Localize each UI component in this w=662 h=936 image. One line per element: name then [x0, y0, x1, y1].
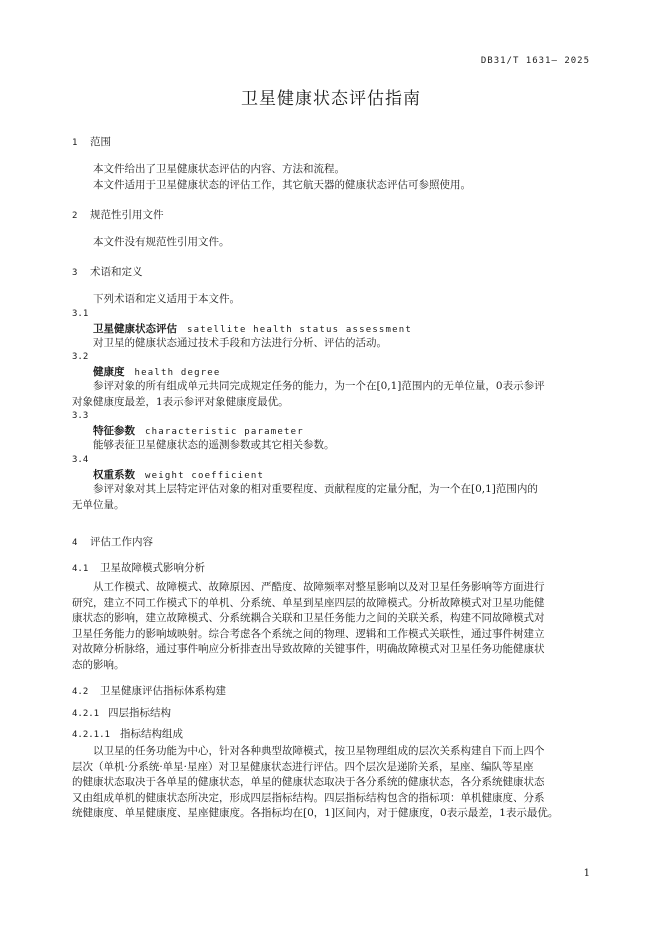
section-title: 卫星健康评估指标体系构建: [100, 685, 226, 697]
term-number: 3.3: [72, 411, 89, 422]
section-number: 4.2.1.1: [72, 730, 110, 740]
paragraph-line: 对故障分析脉络，通过事件响应分析排查出导致故障的关键事件，明确故障模式对卫星任务功能健康状: [72, 643, 545, 656]
term-definition: 无单位量。: [72, 498, 125, 511]
term-definition: 对象健康度最差，1表示参评对象健康度最优。: [72, 395, 289, 408]
document-code: DB31/T 1631— 2025: [480, 56, 590, 66]
term-definition: 能够表征卫星健康状态的遥测参数或其它相关参数。: [93, 439, 335, 452]
section-2-heading: [72, 207, 592, 222]
term-chinese: 特征参数: [93, 425, 135, 438]
paragraph: 下列术语和定义适用于本文件。: [93, 293, 240, 305]
section-4-1-heading: [72, 560, 592, 575]
term-entry: [72, 321, 592, 336]
term-english: satellite health status assessment: [187, 324, 413, 335]
term-number: 3.1: [72, 308, 89, 319]
page-title: 卫星健康状态评估指南: [241, 89, 421, 109]
term-english: health degree: [134, 368, 221, 379]
section-number: 4.1: [72, 564, 89, 574]
paragraph: 本文件没有规范性引用文件。: [93, 236, 230, 248]
section-3-heading: [72, 264, 592, 279]
term-entry: [72, 467, 592, 482]
section-4-2-1-heading: [72, 705, 592, 720]
term-chinese: 卫星健康状态评估: [93, 322, 177, 335]
section-title: 评估工作内容: [90, 536, 153, 548]
section-1-body: [72, 162, 592, 193]
paragraph: 本文件给出了卫星健康状态评估的内容、方法和流程。: [93, 163, 345, 175]
section-number: 1: [72, 138, 78, 148]
term-definition: 参评对象对其上层特定评估对象的相对重要程度、贡献程度的定量分配，为一个在[0,1]范围内的: [93, 482, 538, 495]
section-title: 指标结构组成: [120, 728, 183, 740]
term-chinese: 权重系数: [93, 468, 135, 481]
term-entry: [72, 423, 592, 438]
section-title: 四层指标结构: [108, 707, 171, 719]
section-1-heading: [72, 134, 592, 149]
section-4-heading: [72, 534, 592, 549]
term-english: characteristic parameter: [145, 427, 304, 438]
paragraph-line: 从工作模式、故障模式、故障原因、严酷度、故障频率对整星影响以及对卫星任务影响等方面进行: [93, 581, 545, 593]
term-english: weight coefficient: [145, 470, 265, 481]
section-title: 术语和定义: [90, 266, 143, 278]
section-number: 4.2: [72, 687, 89, 697]
term-definition: 对卫星的健康状态通过技术手段和方法进行分析、评估的活动。: [93, 336, 387, 349]
paragraph-line: 以卫星的任务功能为中心，针对各种典型故障模式，按卫星物理组成的层次关系构建自下而上四个: [93, 745, 545, 757]
paragraph: 本文件适用于卫星健康状态的评估工作，其它航天器的健康状态评估可参照使用。: [93, 178, 471, 191]
term-entry: [72, 364, 592, 379]
paragraph-line: 康状态的影响，建立故障模式、分系统耦合关联和卫星任务能力之间的关联关系，构建不同故障模式对: [72, 612, 545, 625]
section-title: 规范性引用文件: [90, 209, 164, 221]
term-number: 3.2: [72, 352, 89, 363]
section-4-2-1-1-body: [72, 744, 592, 822]
section-number: 4: [72, 538, 78, 548]
section-number: 3: [72, 268, 78, 278]
term-chinese: 健康度: [93, 366, 125, 379]
section-3-body: [72, 292, 592, 513]
section-title: 卫星故障模式影响分析: [100, 562, 205, 574]
term-definition: 参评对象的所有组成单元共同完成规定任务的能力，为一个在[0,1]范围内的无单位量，0表示参评: [93, 380, 545, 393]
paragraph-line: 又由组成单机的健康状态所决定，形成四层指标结构。四层指标结构包含的指标项：单机健康度、分系: [72, 791, 545, 804]
section-title: 范围: [90, 136, 111, 148]
section-number: 4.2.1: [72, 709, 100, 719]
paragraph-line: 态的影响。: [72, 658, 125, 671]
section-4-2-1-1-heading: [72, 726, 592, 741]
section-2-body: [72, 235, 592, 251]
section-4-1-body: [72, 580, 592, 674]
paragraph-line: 统健康度、单星健康度、星座健康度。各指标均在[0，1]区间内，对于健康度，0表示最差，1表示最优。: [72, 807, 559, 820]
paragraph-line: 卫星任务能力的影响域映射。综合考虑各个系统之间的物理、逻辑和工作模式关联性，通过事件树建立: [72, 627, 545, 640]
paragraph-line: 的健康状态取决于各单星的健康状态，单星的健康状态取决于各分系统的健康状态，各分系统健康状态: [72, 776, 545, 789]
term-number: 3.4: [72, 454, 89, 465]
paragraph-line: 层次（单机·分系统·单星·星座）对卫星健康状态进行评估。四个层次是递阶关系，星座、编队等星座: [72, 760, 534, 773]
page-number: 1: [583, 868, 590, 879]
section-number: 2: [72, 211, 78, 221]
paragraph-line: 研究，建立不同工作模式下的单机、分系统、单星到星座四层的故障模式。分析故障模式对卫星功能健: [72, 596, 545, 609]
section-4-2-heading: [72, 683, 592, 698]
